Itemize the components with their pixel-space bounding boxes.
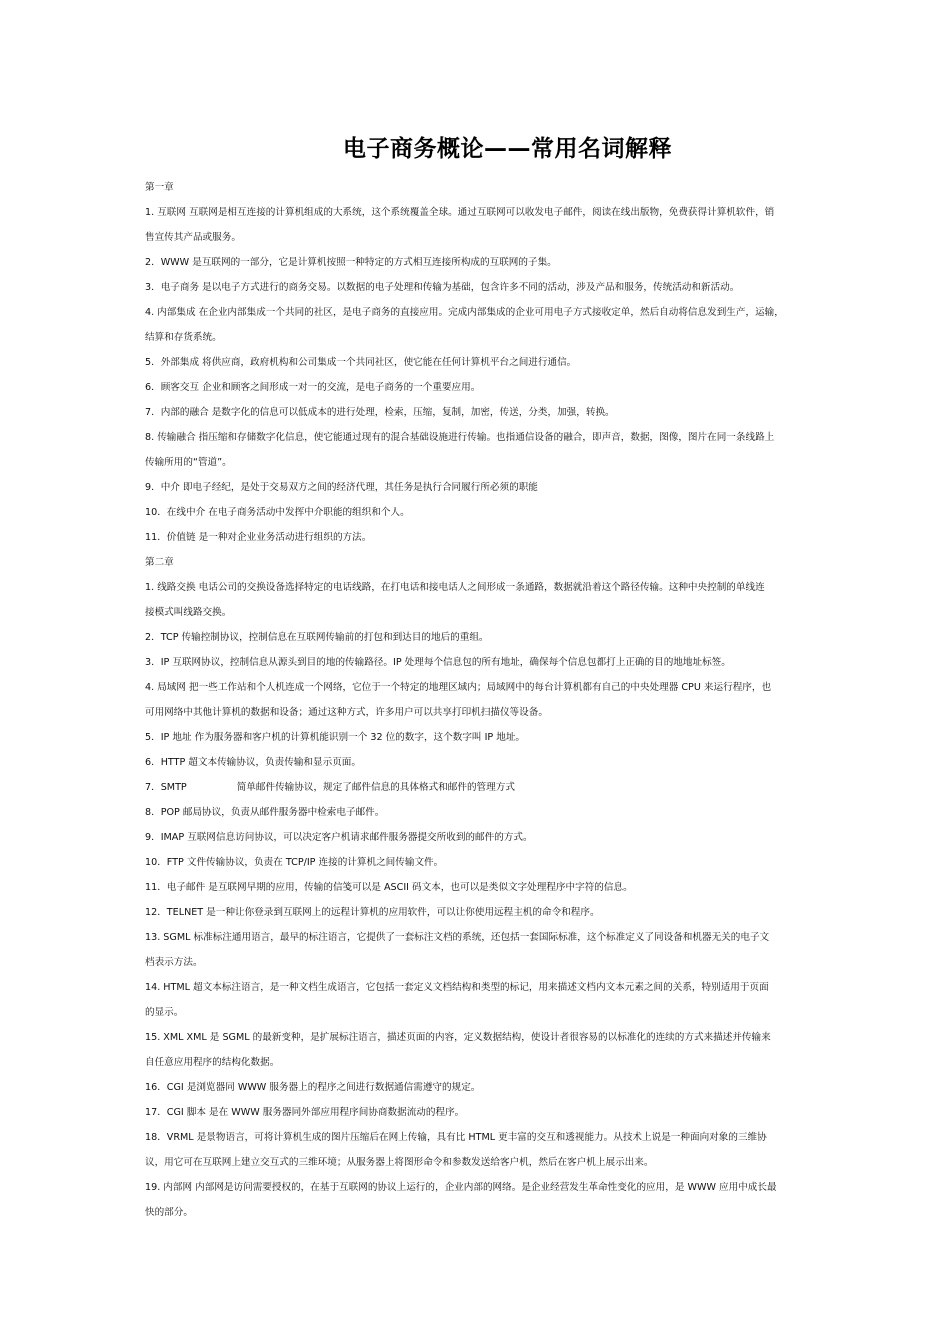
text-line: 11．价值链 是一种对企业业务活动进行组织的方法。 [145, 532, 372, 543]
text-line: 自任意应用程序的结构化数据。 [145, 1057, 280, 1068]
text-line: 16．CGI 是浏览器同 WWW 服务器上的程序之间进行数据通信需遵守的规定。 [145, 1082, 481, 1093]
chapter-2-body [145, 575, 810, 1225]
text-line: 8．POP 邮局协议，负责从邮件服务器中检索电子邮件。 [145, 807, 385, 818]
text-line: 14. HTML 超文本标注语言，是一种文档生成语言，它包括一套定义文档结构和类型的标记，用来描述文档内文本元素之间的关系，特别适用于页面 [145, 982, 769, 993]
text-line: 18．VRML 是景物语言，可将计算机生成的图片压缩后在网上传输，具有比 HTML 更丰富的交互和透视能力。从技术上说是一种面向对象的三维协 [145, 1132, 767, 1143]
text-line: 17．CGI 脚本 是在 WWW 服务器同外部应用程序间协商数据流动的程序。 [145, 1107, 465, 1118]
document-title: 电子商务概论——常用名词解释 [343, 136, 672, 162]
text-line: 快的部分。 [145, 1207, 193, 1218]
document-page [145, 130, 810, 1225]
text-line: 1. 互联网 互联网是相互连接的计算机组成的大系统，这个系统覆盖全球。通过互联网可以收发电子邮件，阅读在线出版物，免费获得计算机软件，销 [145, 207, 775, 218]
chapter-1-heading: 第一章 [145, 182, 174, 193]
smtp-description: 简单邮件传输协议，规定了邮件信息的具体格式和邮件的管理方式 [236, 782, 515, 793]
text-line: 1. 线路交换 电话公司的交换设备选择特定的电话线路，在打电话和接电话人之间形成一条通路，数据就沿着这个路径传输。这种中央控制的单线连 [145, 582, 765, 593]
text-line: 2．WWW 是互联网的一部分，它是计算机按照一种特定的方式相互连接所构成的互联网的子集。 [145, 257, 557, 268]
text-line: 6．顾客交互 企业和顾客之间形成一对一的交流，是电子商务的一个重要应用。 [145, 382, 481, 393]
smtp-term: 7．SMTP [145, 782, 187, 793]
chapter-2-heading: 第二章 [145, 557, 174, 568]
text-line: 8. 传输融合 指压缩和存储数字化信息，使它能通过现有的混合基础设施进行传输。也指通信设备的融合，即声音，数据，图像，图片在同一条线路上 [145, 432, 775, 443]
text-line: 5．IP 地址 作为服务器和客户机的计算机能识别一个 32 位的数字，这个数字叫 IP 地址。 [145, 732, 526, 743]
text-line: 10．在线中介 在电子商务活动中发挥中介职能的组织和个人。 [145, 507, 410, 518]
text-line: 4. 内部集成 在企业内部集成一个共同的社区，是电子商务的直接应用。完成内部集成的企业可用电子方式接收定单，然后自动将信息发到生产，运输， [145, 307, 784, 318]
text-line: 可用网络中其他计算机的数据和设备；通过这种方式，许多用户可以共享打印机扫描仪等设备。 [145, 707, 548, 718]
text-line: 2．TCP 传输控制协议，控制信息在互联网传输前的打包和到达目的地后的重组。 [145, 632, 489, 643]
text-line: 4. 局域网 把一些工作站和个人机连成一个网络，它位于一个特定的地理区域内；局域网中的每台计算机都有自己的中央处理器 CPU 来运行程序，也 [145, 682, 772, 693]
text-line: 接模式叫线路交换。 [145, 607, 232, 618]
text-line: 的显示。 [145, 1007, 184, 1018]
text-line: 15. XML XML 是 SGML 的最新变种，是扩展标注语言，描述页面的内容，定义数据结构，使设计者很容易的以标准化的连续的方式来描述并传输来 [145, 1032, 771, 1043]
text-line: 6．HTTP 超文本传输协议，负责传输和显示页面。 [145, 757, 361, 768]
text-line: 售宣传其产品或服务。 [145, 232, 241, 243]
text-line: 10．FTP 文件传输协议，负责在 TCP/IP 连接的计算机之间传输文件。 [145, 857, 444, 868]
text-line: 传输所用的“管道”。 [145, 457, 232, 468]
text-line: 档表示方法。 [145, 957, 203, 968]
text-line: 12．TELNET 是一种让你登录到互联网上的远程计算机的应用软件，可以让你使用远程主机的命令和程序。 [145, 907, 600, 918]
text-line: 3．IP 互联网协议，控制信息从源头到目的地的传输路径。IP 处理每个信息包的所有地址，确保每个信息包都打上正确的目的地地址标签。 [145, 657, 731, 668]
text-line: 11．电子邮件 是互联网早期的应用，传输的信笺可以是 ASCII 码文本，也可以是类似文字处理程序中字符的信息。 [145, 882, 633, 893]
text-line: 3．电子商务 是以电子方式进行的商务交易。以数据的电子处理和传输为基础，包含许多不同的活动，涉及产品和服务，传统活动和新活动。 [145, 282, 740, 293]
text-line: 9．IMAP 互联网信息访问协议，可以决定客户机请求邮件服务器提交所收到的邮件的方式。 [145, 832, 533, 843]
text-line: 议，用它可在互联网上建立交互式的三维环境；从服务器上将图形命令和参数发送给客户机，然后在客户机上展示出来。 [145, 1157, 654, 1168]
smtp-line [145, 775, 810, 800]
text-line: 13. SGML 标准标注通用语言，最早的标注语言，它提供了一套标注文档的系统，还包括一套国际标准，这个标准定义了同设备和机器无关的电子文 [145, 932, 770, 943]
chapter-1-body [145, 200, 810, 550]
text-line: 7．内部的融合 是数字化的信息可以低成本的进行处理，检索，压缩，复制，加密，传送，分类，加强，转换。 [145, 407, 615, 418]
text-line: 9．中介 即电子经纪，是处于交易双方之间的经济代理，其任务是执行合同履行所必须的职能 [145, 482, 538, 493]
text-line: 5．外部集成 将供应商，政府机构和公司集成一个共同社区，使它能在任何计算机平台之间进行通信。 [145, 357, 577, 368]
text-line: 结算和存货系统。 [145, 332, 222, 343]
text-line: 19. 内部网 内部网是访问需要授权的，在基于互联网的协议上运行的，企业内部的网络。是企业经营发生革命性变化的应用，是 WWW 应用中成长最 [145, 1182, 777, 1193]
